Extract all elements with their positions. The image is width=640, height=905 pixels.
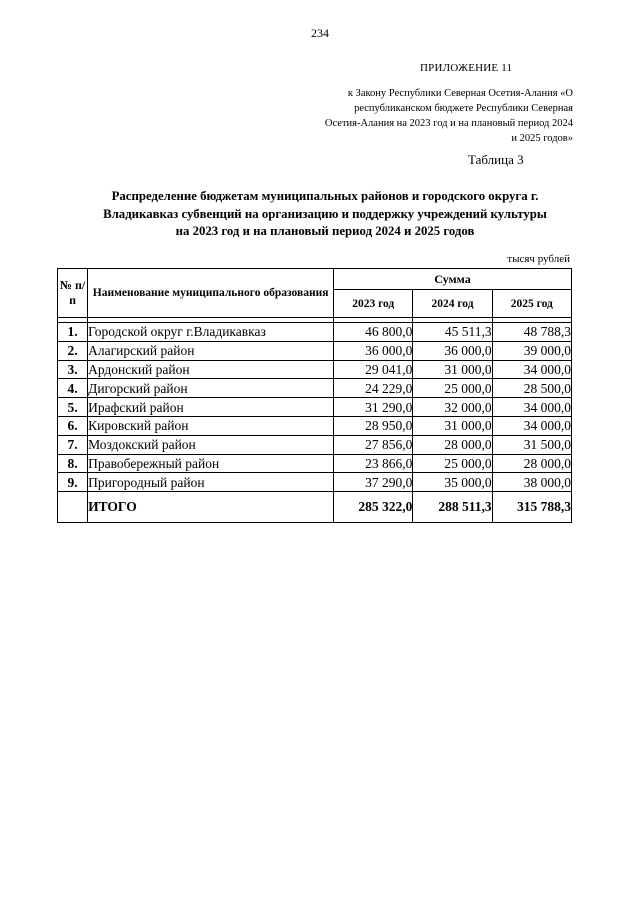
table-row xyxy=(58,379,572,398)
row-2024: 36 000,0 xyxy=(413,341,492,360)
row-2023: 46 800,0 xyxy=(334,323,413,342)
row-number: 2. xyxy=(58,341,88,360)
header-num: № п/п xyxy=(58,269,88,318)
title-line: Владикавказ субвенций на организацию и поддержку учреждений культуры xyxy=(103,206,547,221)
appendix-subtitle: к Закону Республики Северная Осетия-Алания «О республиканском бюджете Республики Северная Осетия-Алания на 2023 год и на плановый период 2024 и 2025 годов» xyxy=(324,88,573,144)
row-2024: 31 000,0 xyxy=(413,360,492,379)
appendix-title: ПРИЛОЖЕНИЕ 11 xyxy=(420,62,513,74)
row-number: 7. xyxy=(58,435,88,454)
row-2024: 35 000,0 xyxy=(413,473,492,492)
total-label: ИТОГО xyxy=(88,492,334,523)
row-2025: 38 000,0 xyxy=(492,473,571,492)
table-row xyxy=(58,341,572,360)
total-row xyxy=(58,492,572,523)
row-2025: 28 500,0 xyxy=(492,379,571,398)
total-2023: 285 322,0 xyxy=(334,492,413,523)
total-2024: 288 511,3 xyxy=(413,492,492,523)
row-2023: 31 290,0 xyxy=(334,398,413,417)
row-number: 6. xyxy=(58,416,88,435)
budget-table xyxy=(57,268,572,523)
table-row xyxy=(58,360,572,379)
header-year-2024: 2024 год xyxy=(413,290,492,318)
unit-label: тысяч рублей xyxy=(507,253,570,265)
row-name: Пригородный район xyxy=(88,473,334,492)
table-label: Таблица 3 xyxy=(468,152,524,167)
row-name: Кировский район xyxy=(88,416,334,435)
table-row xyxy=(58,398,572,417)
row-2023: 29 041,0 xyxy=(334,360,413,379)
row-name: Городской округ г.Владикавказ xyxy=(88,323,334,342)
header-year-2023: 2023 год xyxy=(334,290,413,318)
document-title xyxy=(90,188,560,241)
row-2023: 37 290,0 xyxy=(334,473,413,492)
row-number: 1. xyxy=(58,323,88,342)
row-number: 3. xyxy=(58,360,88,379)
row-name: Алагирский район xyxy=(88,341,334,360)
title-line: Распределение бюджетам муниципальных районов и городского округа г. xyxy=(111,189,539,203)
header-sum: Сумма xyxy=(334,269,572,290)
header-year-2025: 2025 год xyxy=(492,290,571,318)
row-2024: 45 511,3 xyxy=(413,323,492,342)
row-2025: 39 000,0 xyxy=(492,341,571,360)
row-name: Правобережный район xyxy=(88,454,334,473)
row-2024: 31 000,0 xyxy=(413,416,492,435)
row-2023: 23 866,0 xyxy=(334,454,413,473)
header-name: Наименование муниципального образования xyxy=(88,269,334,318)
row-name: Дигорский район xyxy=(88,379,334,398)
row-2025: 48 788,3 xyxy=(492,323,571,342)
table-row xyxy=(58,323,572,342)
row-2023: 27 856,0 xyxy=(334,435,413,454)
row-2025: 34 000,0 xyxy=(492,416,571,435)
total-2025: 315 788,3 xyxy=(492,492,571,523)
row-number: 4. xyxy=(58,379,88,398)
table-row xyxy=(58,473,572,492)
row-2025: 28 000,0 xyxy=(492,454,571,473)
row-number: 9. xyxy=(58,473,88,492)
row-number: 8. xyxy=(58,454,88,473)
row-2023: 36 000,0 xyxy=(334,341,413,360)
row-2025: 31 500,0 xyxy=(492,435,571,454)
row-number: 5. xyxy=(58,398,88,417)
row-name: Ирафский район xyxy=(88,398,334,417)
row-2024: 28 000,0 xyxy=(413,435,492,454)
row-2024: 32 000,0 xyxy=(413,398,492,417)
row-2024: 25 000,0 xyxy=(413,454,492,473)
table-row xyxy=(58,416,572,435)
table-row xyxy=(58,435,572,454)
row-2025: 34 000,0 xyxy=(492,360,571,379)
page-number: 234 xyxy=(311,26,329,40)
row-name: Моздокский район xyxy=(88,435,334,454)
row-2023: 28 950,0 xyxy=(334,416,413,435)
table-row xyxy=(58,454,572,473)
row-name: Ардонский район xyxy=(88,360,334,379)
row-2024: 25 000,0 xyxy=(413,379,492,398)
row-2025: 34 000,0 xyxy=(492,398,571,417)
title-line: на 2023 год и на плановый период 2024 и 2025 годов xyxy=(175,224,475,238)
row-2023: 24 229,0 xyxy=(334,379,413,398)
total-num-cell xyxy=(58,492,88,523)
